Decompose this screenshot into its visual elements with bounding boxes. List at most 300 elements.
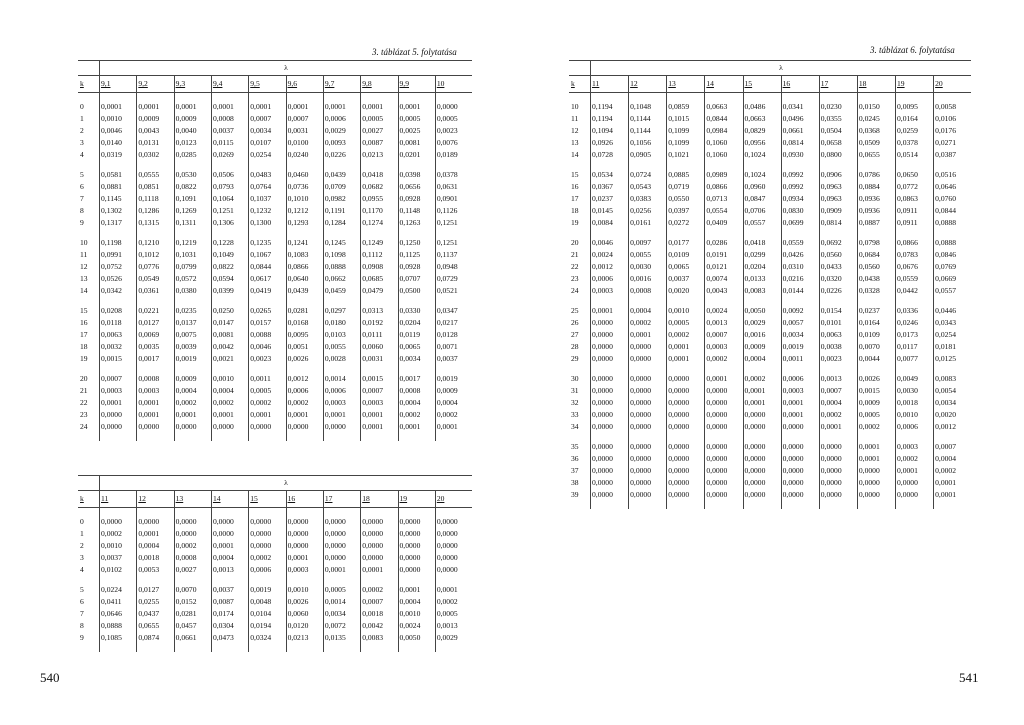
probability-cell: 0,0095	[896, 101, 934, 113]
probability-cell: 0,0245	[857, 113, 895, 125]
probability-cell: 0,0631	[435, 181, 472, 193]
k-value: 16	[571, 182, 579, 192]
probability-cell: 0,0095	[286, 329, 323, 341]
lambda-header: 15	[249, 491, 286, 508]
probability-cell: 0,0002	[743, 373, 781, 385]
k-value: 34	[571, 422, 579, 432]
probability-cell: 0,0911	[896, 205, 934, 217]
probability-cell: 0,0905	[629, 149, 667, 161]
probability-cell: 0,0617	[249, 273, 286, 285]
probability-cell: 0,0000	[667, 477, 705, 489]
probability-cell: 0,0500	[398, 285, 435, 297]
probability-cell: 0,0000	[591, 489, 629, 501]
probability-cell: 0,0020	[667, 285, 705, 297]
probability-cell: 0,0007	[361, 596, 398, 608]
probability-cell: 0,0087	[361, 137, 398, 149]
probability-cell: 0,0560	[857, 261, 895, 273]
probability-cell: 0,0037	[667, 273, 705, 285]
probability-cell: 0,0460	[286, 169, 323, 181]
probability-cell: 0,0439	[323, 169, 360, 181]
probability-cell: 0,1015	[667, 113, 705, 125]
probability-cell: 0,0016	[743, 329, 781, 341]
probability-cell: 0,0483	[249, 169, 286, 181]
probability-cell: 0,0001	[819, 421, 857, 433]
probability-cell: 0,0020	[934, 409, 971, 421]
probability-cell: 0,0000	[743, 441, 781, 453]
probability-cell: 0,0888	[934, 217, 971, 229]
probability-cell: 0,0866	[286, 261, 323, 273]
probability-cell: 0,1056	[629, 137, 667, 149]
probability-cell: 0,0004	[629, 305, 667, 317]
k-value: 30	[571, 374, 579, 384]
probability-cell: 0,0140	[100, 137, 137, 149]
probability-cell: 0,0026	[857, 373, 895, 385]
probability-cell: 0,0050	[743, 305, 781, 317]
probability-cell: 0,1306	[211, 217, 248, 229]
probability-cell: 0,0049	[896, 373, 934, 385]
probability-cell: 0,0000	[286, 540, 323, 552]
probability-cell: 0,0023	[249, 353, 286, 365]
probability-cell: 0,0004	[398, 397, 435, 409]
right-page	[512, 0, 1024, 725]
k-value: 7	[80, 194, 84, 204]
probability-cell: 0,0000	[174, 516, 211, 528]
poisson-table-1	[78, 60, 472, 441]
k-value: 24	[571, 286, 579, 296]
probability-cell: 0,0000	[705, 421, 743, 433]
probability-cell: 0,0521	[435, 285, 472, 297]
probability-cell: 0,1302	[100, 205, 137, 217]
probability-cell: 0,0070	[174, 584, 211, 596]
probability-cell: 0,0131	[137, 137, 174, 149]
k-value: 9	[80, 633, 84, 643]
k-value: 19	[571, 218, 579, 228]
k-value: 0	[80, 517, 84, 527]
probability-cell: 0,1083	[286, 249, 323, 261]
table-row	[569, 341, 971, 353]
probability-cell: 0,0001	[286, 101, 323, 113]
probability-cell: 0,0713	[705, 193, 743, 205]
probability-cell: 0,0000	[323, 421, 360, 433]
probability-cell: 0,0343	[934, 317, 971, 329]
k-value: 15	[571, 170, 579, 180]
lambda-header: 17	[323, 491, 360, 508]
table-row	[78, 273, 472, 285]
probability-cell: 0,0793	[211, 181, 248, 193]
probability-cell: 0,0009	[857, 397, 895, 409]
probability-cell: 0,0002	[249, 552, 286, 564]
probability-cell: 0,0046	[591, 237, 629, 249]
probability-cell: 0,0005	[667, 317, 705, 329]
probability-cell: 0,0042	[361, 620, 398, 632]
probability-cell: 0,0559	[781, 237, 819, 249]
probability-cell: 0,1194	[591, 113, 629, 125]
probability-cell: 0,0581	[100, 169, 137, 181]
probability-cell: 0,0772	[896, 181, 934, 193]
probability-cell: 0,0006	[323, 385, 360, 397]
probability-cell: 0,0549	[137, 273, 174, 285]
table-row	[569, 249, 971, 261]
table-row	[569, 273, 971, 285]
probability-cell: 0,0398	[398, 169, 435, 181]
probability-cell: 0,0001	[137, 409, 174, 421]
probability-cell: 0,0009	[174, 373, 211, 385]
lambda-row	[78, 61, 472, 76]
probability-cell: 0,0000	[361, 552, 398, 564]
probability-cell: 0,0008	[398, 385, 435, 397]
probability-cell: 0,0180	[323, 317, 360, 329]
probability-cell: 0,0097	[629, 237, 667, 249]
table-row	[78, 305, 472, 317]
group-spacer	[78, 161, 472, 169]
probability-cell: 0,0000	[629, 353, 667, 365]
probability-cell: 0,0133	[743, 273, 781, 285]
probability-cell: 0,0378	[896, 137, 934, 149]
probability-cell: 0,0026	[286, 596, 323, 608]
probability-cell: 0,0092	[781, 305, 819, 317]
probability-cell: 0,0088	[249, 329, 286, 341]
probability-cell: 0,0019	[435, 373, 472, 385]
k-value: 14	[571, 150, 579, 160]
probability-cell: 0,0281	[286, 305, 323, 317]
probability-cell: 0,0000	[361, 516, 398, 528]
k-value: 28	[571, 342, 579, 352]
probability-cell: 0,0106	[934, 113, 971, 125]
probability-cell: 0,0000	[667, 385, 705, 397]
probability-cell: 0,0361	[137, 285, 174, 297]
table-row	[569, 261, 971, 273]
probability-cell: 0,0002	[629, 317, 667, 329]
probability-cell: 0,0885	[667, 169, 705, 181]
k-value: 5	[80, 170, 84, 180]
table-row	[78, 101, 472, 113]
table-row	[78, 193, 472, 205]
probability-cell: 0,0002	[100, 528, 137, 540]
probability-cell: 0,0001	[743, 397, 781, 409]
table-row	[569, 477, 971, 489]
probability-cell: 0,1245	[323, 237, 360, 249]
probability-cell: 0,0662	[323, 273, 360, 285]
probability-cell: 0,0000	[667, 453, 705, 465]
lambda-header: 9,7	[323, 76, 360, 93]
k-value: 23	[571, 274, 579, 284]
probability-cell: 0,0087	[211, 596, 248, 608]
probability-cell: 0,1098	[323, 249, 360, 261]
table-row	[569, 317, 971, 329]
probability-cell: 0,0000	[743, 465, 781, 477]
probability-cell: 0,0001	[781, 409, 819, 421]
k-value: 2	[80, 541, 84, 551]
k-value: 29	[571, 354, 579, 364]
probability-cell: 0,0050	[398, 632, 435, 644]
probability-cell: 0,0013	[819, 373, 857, 385]
probability-cell: 0,0000	[857, 465, 895, 477]
probability-cell: 0,0000	[100, 516, 137, 528]
lambda-label: λ	[100, 476, 473, 491]
probability-cell: 0,0123	[174, 137, 211, 149]
probability-cell: 0,1251	[211, 205, 248, 217]
lambda-header: 9,8	[361, 76, 398, 93]
k-value: 21	[571, 250, 579, 260]
probability-cell: 0,0661	[781, 125, 819, 137]
probability-cell: 0,1241	[286, 237, 323, 249]
probability-cell: 0,0001	[896, 465, 934, 477]
header-row	[78, 76, 472, 93]
lambda-header: 16	[781, 76, 819, 93]
probability-cell: 0,0006	[781, 373, 819, 385]
probability-cell: 0,0000	[629, 373, 667, 385]
probability-cell: 0,0042	[211, 341, 248, 353]
table-row	[569, 149, 971, 161]
table-row	[78, 397, 472, 409]
probability-cell: 0,0032	[100, 341, 137, 353]
probability-cell: 0,0000	[591, 421, 629, 433]
probability-cell: 0,0044	[857, 353, 895, 365]
probability-cell: 0,0000	[435, 552, 472, 564]
probability-cell: 0,0013	[211, 564, 248, 576]
probability-cell: 0,0557	[934, 285, 971, 297]
probability-cell: 0,0161	[629, 217, 667, 229]
probability-cell: 0,0851	[137, 181, 174, 193]
table-row	[78, 285, 472, 297]
probability-cell: 0,0000	[629, 421, 667, 433]
table-row	[569, 285, 971, 297]
table-row	[78, 353, 472, 365]
probability-cell: 0,0707	[398, 273, 435, 285]
probability-cell: 0,1112	[361, 249, 398, 261]
probability-cell: 0,0221	[137, 305, 174, 317]
probability-cell: 0,0000	[743, 409, 781, 421]
probability-cell: 0,0341	[781, 101, 819, 113]
probability-cell: 0,0000	[781, 453, 819, 465]
probability-cell: 0,0002	[174, 540, 211, 552]
header-row	[569, 76, 971, 93]
probability-cell: 0,0254	[934, 329, 971, 341]
probability-cell: 0,0043	[137, 125, 174, 137]
probability-cell: 0,0516	[934, 169, 971, 181]
probability-cell: 0,0010	[896, 409, 934, 421]
group-spacer	[569, 365, 971, 373]
probability-cell: 0,0000	[591, 385, 629, 397]
probability-cell: 0,0336	[896, 305, 934, 317]
probability-cell: 0,1232	[249, 205, 286, 217]
lambda-header: 20	[435, 491, 472, 508]
k-value: 12	[571, 126, 579, 136]
probability-cell: 0,0001	[398, 584, 435, 596]
probability-cell: 0,0001	[781, 397, 819, 409]
probability-cell: 0,0000	[819, 465, 857, 477]
probability-cell: 0,0007	[361, 385, 398, 397]
probability-cell: 0,0000	[781, 465, 819, 477]
probability-cell: 0,0216	[781, 273, 819, 285]
probability-cell: 0,0006	[249, 564, 286, 576]
probability-cell: 0,1311	[174, 217, 211, 229]
probability-cell: 0,0164	[857, 317, 895, 329]
probability-cell: 0,0001	[705, 373, 743, 385]
probability-cell: 0,0164	[896, 113, 934, 125]
probability-cell: 0,0000	[629, 397, 667, 409]
probability-cell: 0,0000	[667, 465, 705, 477]
probability-cell: 0,0003	[323, 397, 360, 409]
probability-cell: 0,0024	[705, 305, 743, 317]
probability-cell: 0,0956	[743, 137, 781, 149]
probability-cell: 0,1274	[361, 217, 398, 229]
probability-cell: 0,1194	[591, 101, 629, 113]
k-value: 32	[571, 398, 579, 408]
probability-cell: 0,0859	[667, 101, 705, 113]
probability-cell: 0,0001	[591, 305, 629, 317]
table-row	[78, 421, 472, 433]
lambda-header: 11	[100, 491, 137, 508]
probability-cell: 0,0034	[781, 329, 819, 341]
probability-cell: 0,0003	[705, 341, 743, 353]
probability-cell: 0,0039	[174, 341, 211, 353]
probability-cell: 0,0000	[667, 409, 705, 421]
probability-cell: 0,0955	[361, 193, 398, 205]
probability-cell: 0,0297	[323, 305, 360, 317]
table-row	[78, 409, 472, 421]
lambda-header: 9,6	[286, 76, 323, 93]
k-value: 6	[80, 597, 84, 607]
probability-cell: 0,0800	[819, 149, 857, 161]
probability-cell: 0,0000	[398, 564, 435, 576]
probability-cell: 0,0002	[819, 409, 857, 421]
probability-cell: 0,1300	[249, 217, 286, 229]
probability-cell: 0,1012	[137, 249, 174, 261]
probability-cell: 0,0798	[857, 237, 895, 249]
probability-cell: 0,0057	[781, 317, 819, 329]
table-row	[569, 453, 971, 465]
probability-cell: 0,0259	[896, 125, 934, 137]
probability-cell: 0,0009	[435, 385, 472, 397]
probability-cell: 0,0000	[323, 552, 360, 564]
probability-cell: 0,0661	[174, 632, 211, 644]
probability-cell: 0,0000	[629, 477, 667, 489]
probability-cell: 0,0473	[211, 632, 248, 644]
k-value: 6	[80, 182, 84, 192]
table-row	[78, 137, 472, 149]
probability-cell: 0,0000	[435, 516, 472, 528]
group-spacer	[569, 297, 971, 305]
probability-cell: 0,0442	[896, 285, 934, 297]
probability-cell: 0,0847	[743, 193, 781, 205]
probability-cell: 0,0640	[286, 273, 323, 285]
probability-cell: 0,0009	[174, 113, 211, 125]
probability-cell: 0,0154	[819, 305, 857, 317]
probability-cell: 0,0814	[819, 217, 857, 229]
probability-cell: 0,0000	[705, 385, 743, 397]
probability-cell: 0,0004	[174, 385, 211, 397]
probability-cell: 0,0459	[323, 285, 360, 297]
probability-cell: 0,0814	[781, 137, 819, 149]
probability-cell: 0,0008	[174, 552, 211, 564]
probability-cell: 0,0000	[857, 489, 895, 501]
probability-cell: 0,0783	[896, 249, 934, 261]
probability-cell: 0,0237	[857, 305, 895, 317]
probability-cell: 0,1126	[435, 205, 472, 217]
k-value: 36	[571, 454, 579, 464]
probability-cell: 0,0028	[323, 353, 360, 365]
probability-cell: 0,1284	[323, 217, 360, 229]
probability-cell: 0,0594	[211, 273, 248, 285]
group-spacer	[78, 508, 472, 517]
probability-cell: 0,0002	[286, 397, 323, 409]
probability-cell: 0,0822	[174, 181, 211, 193]
probability-cell: 0,0000	[857, 477, 895, 489]
probability-cell: 0,0909	[819, 205, 857, 217]
k-value: 7	[80, 609, 84, 619]
probability-cell: 0,0037	[100, 552, 137, 564]
probability-cell: 0,0010	[100, 113, 137, 125]
probability-cell: 0,0063	[100, 329, 137, 341]
probability-cell: 0,0692	[819, 237, 857, 249]
probability-cell: 0,0000	[137, 421, 174, 433]
probability-cell: 0,0005	[435, 608, 472, 620]
k-header: k	[569, 76, 591, 93]
probability-cell: 0,0530	[174, 169, 211, 181]
probability-cell: 0,1210	[137, 237, 174, 249]
probability-cell: 0,0001	[667, 353, 705, 365]
probability-cell: 0,1137	[435, 249, 472, 261]
probability-cell: 0,0506	[211, 169, 248, 181]
probability-cell: 0,0006	[896, 421, 934, 433]
probability-cell: 0,1049	[211, 249, 248, 261]
probability-cell: 0,0002	[896, 453, 934, 465]
lambda-header: 18	[361, 491, 398, 508]
lambda-header: 10	[435, 76, 472, 93]
table-row	[78, 528, 472, 540]
probability-cell: 0,1251	[435, 237, 472, 249]
lambda-row	[78, 476, 472, 491]
k-value: 22	[80, 398, 88, 408]
k-value: 18	[80, 342, 88, 352]
probability-cell: 0,0926	[591, 137, 629, 149]
probability-cell: 0,0031	[286, 125, 323, 137]
probability-cell: 0,0011	[781, 353, 819, 365]
probability-cell: 0,0000	[398, 528, 435, 540]
page-number: 541	[959, 670, 979, 685]
probability-cell: 0,0438	[857, 273, 895, 285]
table-row	[78, 596, 472, 608]
table-row	[569, 205, 971, 217]
probability-cell: 0,0866	[705, 181, 743, 193]
probability-cell: 0,0017	[137, 353, 174, 365]
probability-cell: 0,0034	[323, 608, 360, 620]
probability-cell: 0,1091	[174, 193, 211, 205]
probability-cell: 0,0000	[591, 477, 629, 489]
probability-cell: 0,1251	[435, 217, 472, 229]
probability-cell: 0,0426	[781, 249, 819, 261]
probability-cell: 0,0319	[100, 149, 137, 161]
probability-cell: 0,0001	[137, 397, 174, 409]
probability-cell: 0,0000	[211, 516, 248, 528]
probability-cell: 0,1118	[137, 193, 174, 205]
probability-cell: 0,0005	[361, 113, 398, 125]
probability-cell: 0,0001	[667, 341, 705, 353]
probability-cell: 0,0000	[249, 516, 286, 528]
probability-cell: 0,0934	[781, 193, 819, 205]
probability-cell: 0,0285	[174, 149, 211, 161]
k-value: 23	[80, 410, 88, 420]
probability-cell: 0,1021	[667, 149, 705, 161]
probability-cell: 0,0000	[705, 397, 743, 409]
probability-cell: 0,1067	[249, 249, 286, 261]
probability-cell: 0,0001	[211, 409, 248, 421]
lambda-label: λ	[100, 61, 473, 76]
probability-cell: 0,1048	[629, 101, 667, 113]
probability-cell: 0,0001	[100, 397, 137, 409]
probability-cell: 0,0152	[174, 596, 211, 608]
